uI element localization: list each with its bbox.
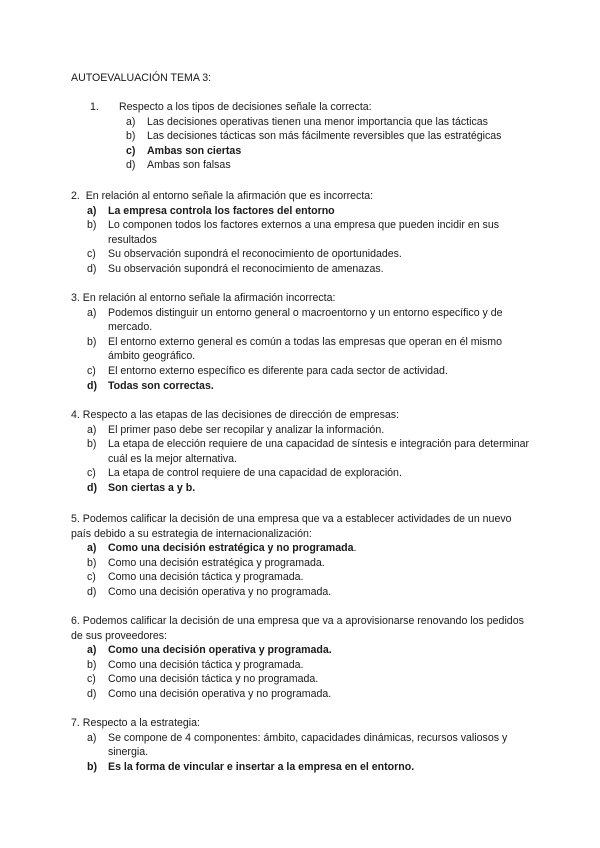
question-stem [71, 716, 531, 731]
option-b-correct [87, 760, 531, 775]
option-letter: c) [87, 571, 96, 584]
option-text: El entorno externo específico es diferente para cada sector de actividad. [108, 364, 448, 377]
option-a [87, 731, 531, 760]
option-text: La empresa controla los factores del entorno [108, 204, 335, 217]
option-d [126, 158, 531, 173]
option-text: Se compone de 4 componentes: ámbito, capacidades dinámicas, recursos valiosos y sinergia. [108, 731, 508, 759]
question-2 [71, 189, 531, 277]
option-b [87, 437, 531, 466]
question-text: Respecto a las etapas de las decisiones de dirección de empresas: [82, 409, 400, 421]
option-b [87, 335, 531, 364]
question-stem [71, 614, 531, 643]
option-b [87, 658, 531, 673]
option-text: Ambas son falsas [147, 159, 231, 172]
option-letter: b) [87, 658, 97, 671]
option-list [87, 423, 531, 496]
option-letter: a) [126, 115, 136, 128]
option-letter: a) [87, 204, 97, 217]
option-text: Son ciertas a y b. [108, 481, 196, 494]
option-letter: c) [126, 144, 136, 157]
option-b [87, 556, 531, 571]
question-number: 4. [71, 409, 80, 421]
option-text: El entorno externo general es común a todas las empresas que operan en él mismo ámbito geográfico. [108, 335, 502, 363]
document-title: AUTOEVALUACIÓN TEMA 3: [71, 72, 212, 84]
option-letter: b) [87, 335, 97, 348]
question-4 [71, 408, 531, 496]
question-number: 7. [71, 717, 80, 729]
option-letter: b) [87, 760, 97, 773]
option-d-correct [87, 379, 531, 394]
question-1 [71, 100, 531, 173]
option-list [126, 115, 531, 173]
option-letter: a) [87, 306, 97, 319]
option-list [87, 731, 531, 775]
question-text: En relación al entorno señale la afirmación que es incorrecta: [85, 190, 374, 202]
option-letter: b) [87, 556, 97, 569]
question-text: Respecto a la estrategia: [82, 717, 200, 729]
question-stem [71, 291, 531, 306]
option-letter: a) [87, 542, 97, 555]
question-number: 5. [71, 513, 80, 525]
option-letter: d) [87, 585, 97, 598]
option-text: Como una decisión operativa y no programada. [108, 687, 332, 700]
question-stem [71, 100, 531, 115]
option-c-correct [126, 144, 531, 159]
option-a [87, 306, 531, 335]
option-text: Su observación supondrá el reconocimiento de oportunidades. [108, 248, 402, 261]
option-letter: a) [87, 644, 97, 657]
option-letter: c) [87, 673, 96, 686]
option-c [87, 672, 531, 687]
option-c [87, 570, 531, 585]
option-d-correct [87, 481, 531, 496]
option-letter: b) [126, 130, 136, 143]
option-letter: d) [87, 262, 97, 275]
option-letter: c) [87, 467, 96, 480]
option-a [87, 423, 531, 438]
option-text: Las decisiones tácticas son más fácilmente reversibles que las estratégicas [147, 130, 502, 143]
question-text: Respecto a los tipos de decisiones señale la correcta: [119, 101, 372, 113]
option-text: Ambas son ciertas [147, 144, 242, 157]
option-a-correct [87, 204, 531, 219]
option-text: Es la forma de vincular e insertar a la empresa en el entorno. [108, 760, 415, 773]
option-letter: a) [87, 423, 97, 436]
option-list [87, 643, 531, 701]
option-c [87, 466, 531, 481]
option-text: Como una decisión estratégica y no programada [108, 542, 354, 555]
question-text: Podemos calificar la decisión de una empresa que va a aprovisionarse renovando los pedidos de sus proveedores: [71, 615, 524, 642]
option-text: Como una decisión operativa y programada. [108, 644, 332, 657]
option-text: El primer paso debe ser recopilar y analizar la información. [108, 423, 385, 436]
option-text: Las decisiones operativas tienen una menor importancia que las tácticas [147, 115, 488, 128]
question-number: 3. [71, 292, 80, 304]
option-d [87, 687, 531, 702]
option-list [87, 204, 531, 277]
option-trailing-punctuation: . [353, 542, 357, 555]
option-list [87, 541, 531, 599]
option-text: Podemos distinguir un entorno general o macroentorno y un entorno específico y de mercado. [108, 306, 503, 334]
question-stem [71, 512, 531, 541]
option-text: Lo componen todos los factores externos a una empresa que pueden incidir en sus resultados [108, 219, 500, 246]
question-number: 1. [90, 101, 99, 113]
option-a-correct [87, 643, 531, 658]
question-stem [71, 408, 531, 423]
option-c [87, 247, 531, 262]
option-text: Como una decisión estratégica y programada. [108, 556, 325, 569]
option-b [126, 129, 531, 144]
option-letter: b) [87, 219, 97, 232]
option-c [87, 364, 531, 379]
option-text: Como una decisión táctica y programada. [108, 571, 304, 584]
option-text: La etapa de elección requiere de una capacidad de síntesis e integración para determinar cuál es la mejor alternativa. [108, 438, 530, 465]
question-text: Podemos calificar la decisión de una empresa que va a establecer actividades de un nuevo país debido a su estrategia de internacionalización: [71, 513, 512, 540]
question-5 [71, 512, 531, 600]
option-d [87, 262, 531, 277]
question-number: 6. [71, 615, 80, 627]
option-a [126, 115, 531, 130]
option-text: Como una decisión táctica y no programada. [108, 673, 319, 686]
option-a-correct [87, 541, 531, 556]
question-6 [71, 614, 531, 702]
question-number: 2. [71, 190, 80, 202]
option-letter: c) [87, 248, 96, 261]
option-text: Como una decisión táctica y programada. [108, 658, 304, 671]
option-text: Todas son correctas. [108, 379, 214, 392]
option-text: Su observación supondrá el reconocimiento de amenazas. [108, 262, 384, 275]
question-text: En relación al entorno señale la afirmación incorrecta: [82, 292, 336, 304]
option-letter: d) [87, 687, 97, 700]
question-stem [71, 189, 531, 204]
option-letter: d) [87, 379, 97, 392]
option-b [87, 218, 531, 247]
option-letter: b) [87, 438, 97, 451]
question-3 [71, 291, 531, 393]
option-text: Como una decisión operativa y no programada. [108, 585, 332, 598]
option-letter: d) [126, 159, 136, 172]
option-text: La etapa de control requiere de una capacidad de exploración. [108, 467, 402, 480]
option-list [87, 306, 531, 394]
option-d [87, 585, 531, 600]
question-7 [71, 716, 531, 774]
option-letter: d) [87, 481, 97, 494]
option-letter: c) [87, 364, 96, 377]
option-letter: a) [87, 731, 97, 744]
